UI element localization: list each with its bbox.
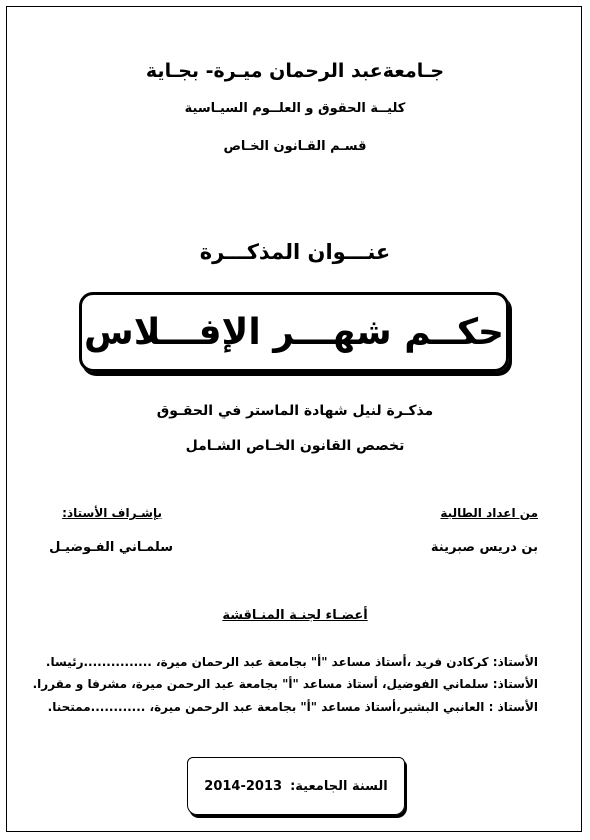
supervisor-name: سلمـاني الفـوضيـل: [49, 540, 173, 555]
thesis-purpose: مذكـرة لنيل شهادة الماستر في الحقـوق: [156, 403, 434, 419]
committee-member: الأستاذ: كركادن فريد ،أستاذ مساعد "أ" بجامعة عبد الرحمان ميرة، ...............رئيسا.: [45, 655, 538, 669]
department-name: قسـم القـانون الخـاص: [223, 139, 367, 154]
thesis-title-heading: عنـــوان المذكـــرة: [199, 240, 391, 264]
thesis-title-box: [79, 292, 509, 372]
prepared-by-label: من اعداد الطالبة: [440, 506, 538, 520]
specialization: تخصص القانون الخـاص الشـامل: [185, 438, 405, 454]
academic-year-value: 2014-2013: [204, 778, 283, 794]
university-name: جـامعةعبد الرحمان ميـرة- بجـاية: [145, 60, 445, 82]
student-name: بن دريس صبرينة: [430, 540, 538, 555]
committee-heading: أعضـاء لجنـة المنـاقشة: [222, 608, 368, 623]
committee-member: الأستاذ : العانبي البشير،أستاذ مساعد "أ" بجامعة عبد الرحمن ميرة، ............ممتحنا.: [47, 700, 538, 714]
academic-year-label: السنة الجامعية:: [290, 778, 388, 794]
thesis-title: حكــم شهـــر الإفـــلاس: [84, 311, 504, 353]
academic-year-box: [187, 757, 405, 815]
faculty-name: كليــة الحقوق و العلــوم السيـاسية: [184, 101, 406, 116]
committee-member: الأستاذ: سلماني الفوضيل، أستاذ مساعد "أ" بجامعة عبد الرحمن ميرة، مشرفا و مقررا.: [32, 677, 538, 691]
supervisor-label: بإشـراف الأستاذ:: [62, 506, 162, 520]
